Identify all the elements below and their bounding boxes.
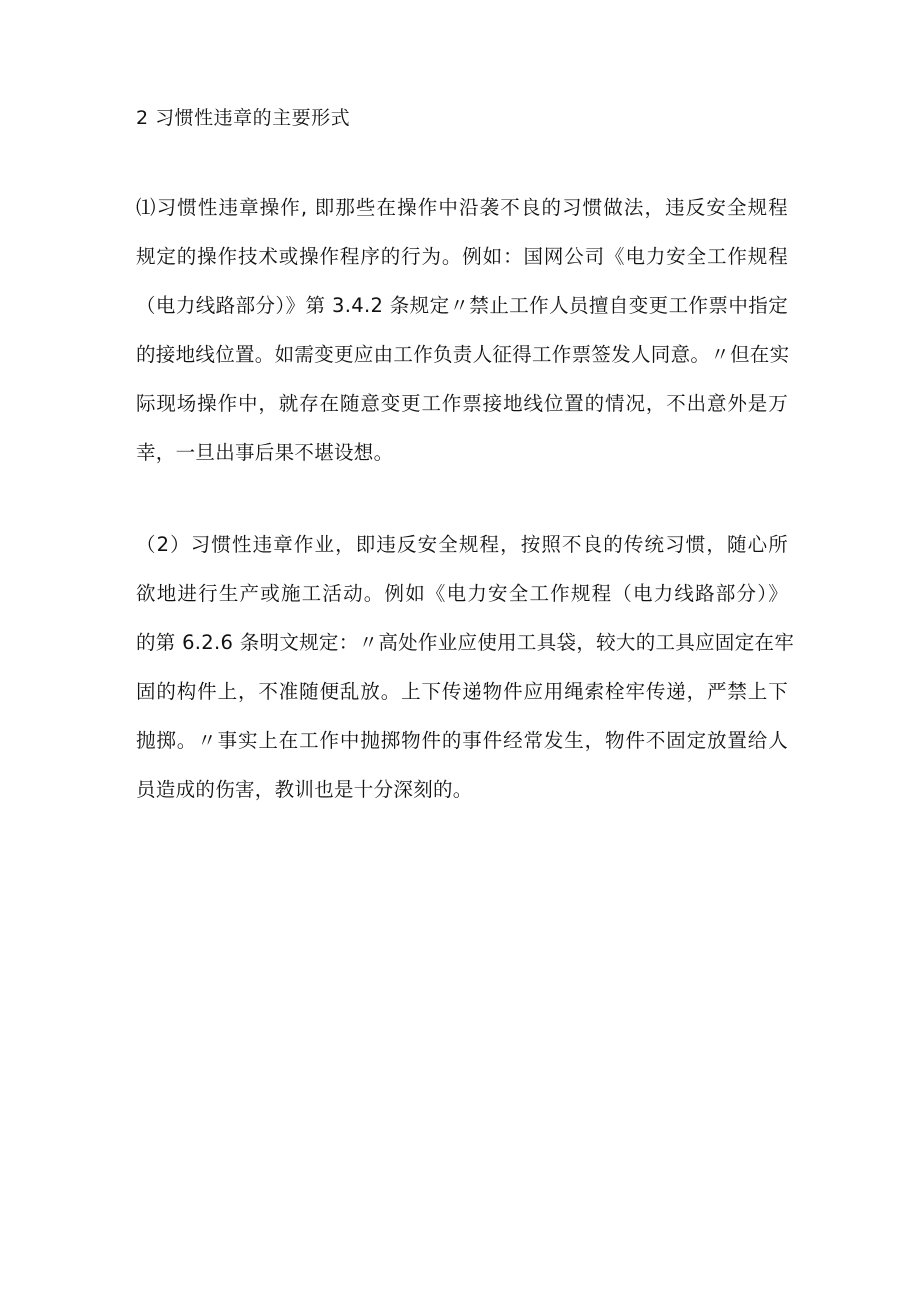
paragraph-line: （电力线路部分）》第 3.4.2 条规定〃禁止工作人员擅自变更工作票中指定 [136,294,788,317]
paragraph-line: 抛掷。〃事实上在工作中抛掷物件的事件经常发生，物件不固定放置给人 [136,729,788,752]
paragraph-line: 幸，一旦出事后果不堪设想。 [136,441,394,464]
paragraph-line: （2）习惯性违章作业，即违反安全规程，按照不良的传统习惯，随心所 [136,533,788,556]
paragraph-habitual-violation-work [136,520,795,814]
paragraph-line: 员造成的伤害，教训也是十分深刻的。 [136,778,473,801]
paragraph-line: 际现场操作中，就存在随意变更工作票接地线位置的情况，不出意外是万 [136,392,788,415]
paragraph-line: 的第 6.2.6 条明文规定：〃高处作业应使用工具袋，较大的工具应固定在牢 [136,631,795,654]
paragraph-line: 的接地线位置。如需变更应由工作负责人征得工作票签发人同意。〃但在实 [136,343,790,366]
paragraph-line: ⑴习惯性违章操作, 即那些在操作中沿袭不良的习惯做法，违反安全规程 [136,196,788,219]
section-heading: 2 习惯性违章的主要形式 [136,107,351,129]
paragraph-line: 规定的操作技术或操作程序的行为。例如：国网公司《电力安全工作规程 [136,245,788,268]
paragraph-habitual-violation-operation [136,183,788,477]
paragraph-line: 固的构件上，不准随便乱放。上下传递物件应用绳索栓牢传递，严禁上下 [136,680,788,703]
paragraph-line: 欲地进行生产或施工活动。例如《电力安全工作规程（电力线路部分）》 [136,582,788,605]
